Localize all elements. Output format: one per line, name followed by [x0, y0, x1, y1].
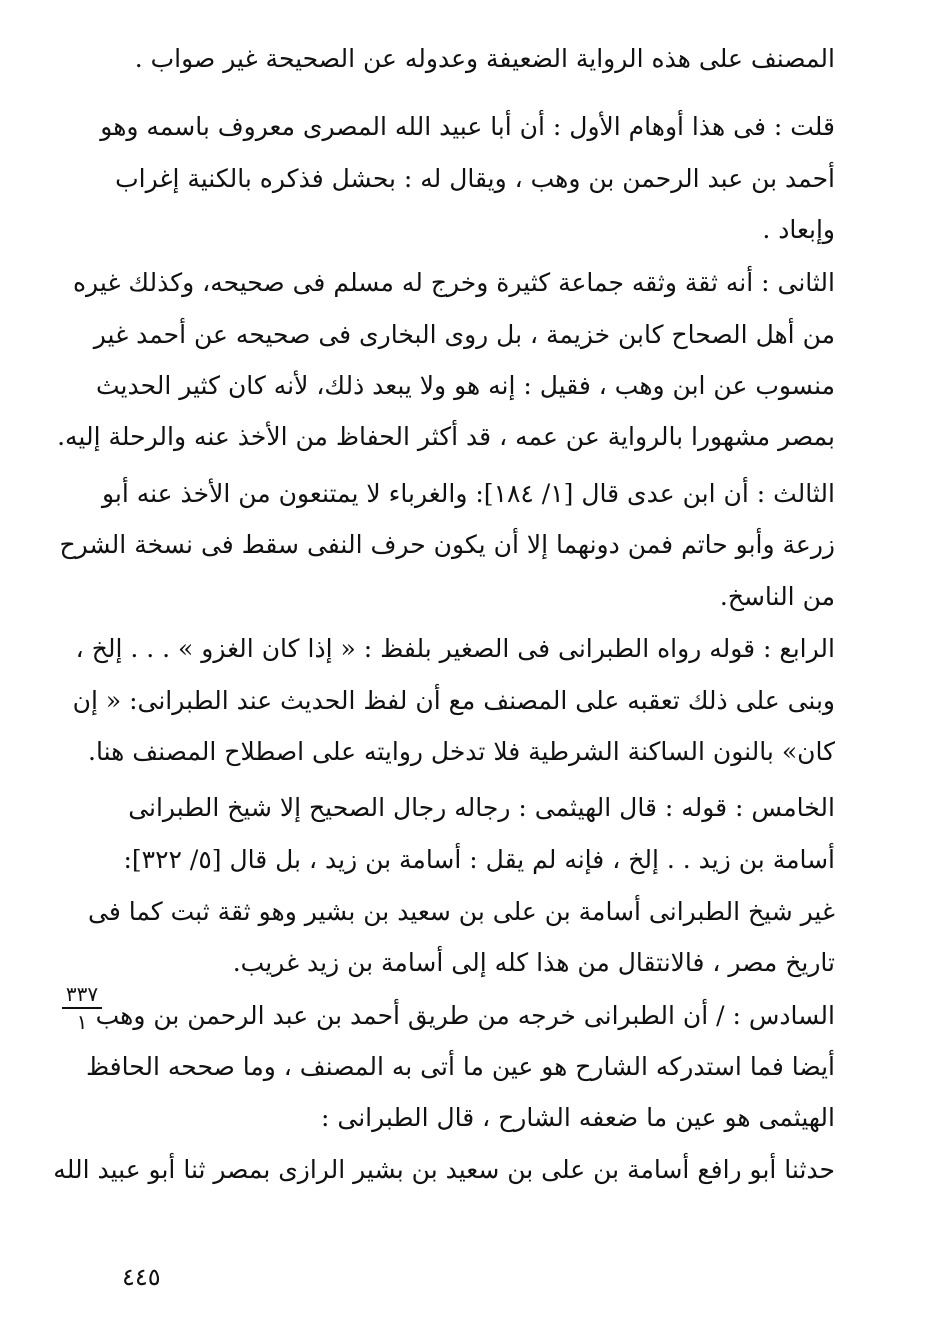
- text-line: الثالث : أن ابن عدى قال [١/ ١٨٤]: والغرباء لا يمتنعون من الأخذ عنه أبو: [101, 479, 835, 508]
- text-line: حدثنا أبو رافع أسامة بن على بن سعيد بن بشير الرازى بمصر ثنا أبو عبيد الله: [53, 1155, 835, 1184]
- text-line: تاريخ مصر ، فالانتقال من هذا كله إلى أسامة بن زيد غريب.: [232, 948, 835, 977]
- text-line: من الناسخ.: [719, 582, 835, 611]
- text-line: المصنف على هذه الرواية الضعيفة وعدوله عن الصحيحة غير صواب .: [134, 44, 835, 73]
- text-line: أسامة بن زيد . . إلخ ، فإنه لم يقل : أسامة بن زيد ، بل قال [٥/ ٣٢٢]:: [123, 845, 835, 874]
- text-line: وإبعاد .: [762, 215, 835, 244]
- margin-side-number: ١: [76, 1010, 88, 1034]
- text-line: السادس : / أن الطبرانى خرجه من طريق أحمد بن عبد الرحمن بن وهب: [95, 1001, 835, 1030]
- text-line: وبنى على ذلك تعقبه على المصنف مع أن لفظ الحديث عند الطبرانى: « إن: [72, 686, 835, 715]
- text-line: أحمد بن عبد الرحمن بن وهب ، ويقال له : بحشل فذكره بالكنية إغراب: [115, 164, 835, 193]
- text-line: غير شيخ الطبرانى أسامة بن على بن سعيد بن بشير وهو ثقة ثبت كما فى: [87, 897, 835, 926]
- text-line: الخامس : قوله : قال الهيثمى : رجاله رجال الصحيح إلا شيخ الطبرانى: [128, 793, 835, 822]
- text-line: قلت : فى هذا أوهام الأول : أن أبا عبيد الله المصرى معروف باسمه وهو: [100, 112, 835, 141]
- text-line: الهيثمى هو عين ما ضعفه الشارح ، قال الطبرانى :: [321, 1103, 835, 1132]
- text-line: أيضا فما استدركه الشارح هو عين ما أتى به المصنف ، وما صححه الحافظ: [85, 1052, 835, 1081]
- page-number: ٤٤٥: [122, 1263, 161, 1291]
- text-line: الثانى : أنه ثقة وثقه جماعة كثيرة وخرج له مسلم فى صحيحه، وكذلك غيره: [72, 268, 835, 297]
- text-line: زرعة وأبو حاتم فمن دونهما إلا أن يكون حرف النفى سقط فى نسخة الشرح: [59, 530, 835, 559]
- text-line: من أهل الصحاح كابن خزيمة ، بل روى البخارى فى صحيحه عن أحمد غير: [93, 320, 835, 349]
- text-line: بمصر مشهورا بالرواية عن عمه ، قد أكثر الحفاظ من الأخذ عنه والرحلة إليه.: [57, 422, 835, 451]
- margin-folio-number: ٣٣٧: [62, 983, 102, 1009]
- text-line: منسوب عن ابن وهب ، فقيل : إنه هو ولا يبعد ذلك، لأنه كان كثير الحديث: [95, 371, 835, 400]
- text-line: كان» بالنون الساكنة الشرطية فلا تدخل روايته على اصطلاح المصنف هنا.: [88, 737, 835, 766]
- text-line: الرابع : قوله رواه الطبرانى فى الصغير بلفظ : « إذا كان الغزو » . . . إلخ ،: [75, 634, 835, 663]
- margin-manuscript-reference: [62, 983, 102, 1033]
